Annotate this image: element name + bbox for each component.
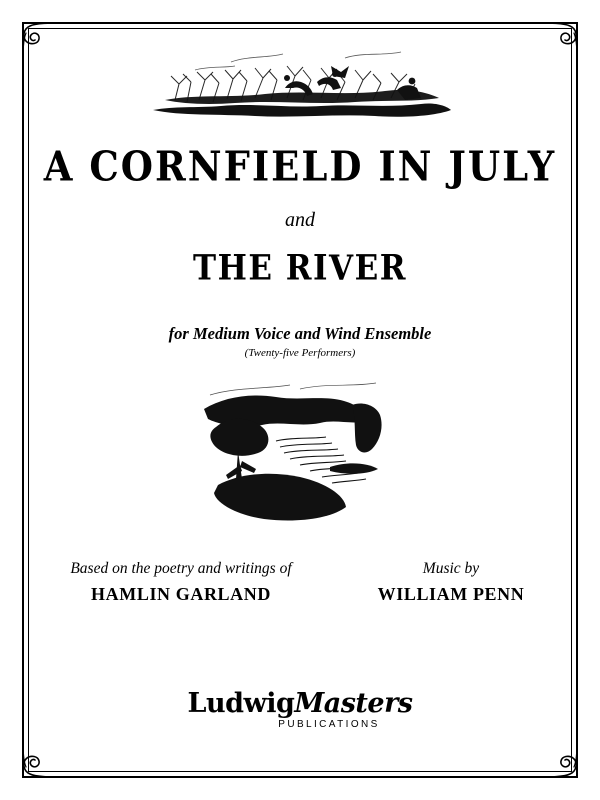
composer-attribution-label: Music by [422, 560, 480, 577]
author-attribution-label: Based on the poetry and writings of [70, 560, 292, 577]
credit-composer [346, 560, 556, 605]
river-landscape-illustration [180, 375, 420, 535]
performer-count: (Twenty-five Performers) [244, 347, 356, 359]
publisher-subtitle: PUBLICATIONS [278, 719, 380, 730]
publisher-name [40, 690, 560, 717]
cornfield-engraving-illustration [135, 36, 465, 128]
publisher-name-part2: Masters [294, 688, 413, 719]
composer-name: WILLIAM PENN [377, 584, 525, 604]
page-title: A CORNFIELD IN JULY [43, 141, 557, 191]
page-subtitle-work: THE RIVER [193, 248, 407, 289]
title-conjunction: and [285, 209, 315, 231]
publisher-name-part1: Ludwig [187, 688, 295, 719]
author-name: HAMLIN GARLAND [91, 584, 271, 604]
publisher-logo [40, 690, 560, 730]
cover-content [40, 36, 560, 764]
credits-row [40, 560, 560, 605]
credit-author [46, 560, 316, 605]
instrumentation-line: for Medium Voice and Wind Ensemble [168, 324, 432, 343]
